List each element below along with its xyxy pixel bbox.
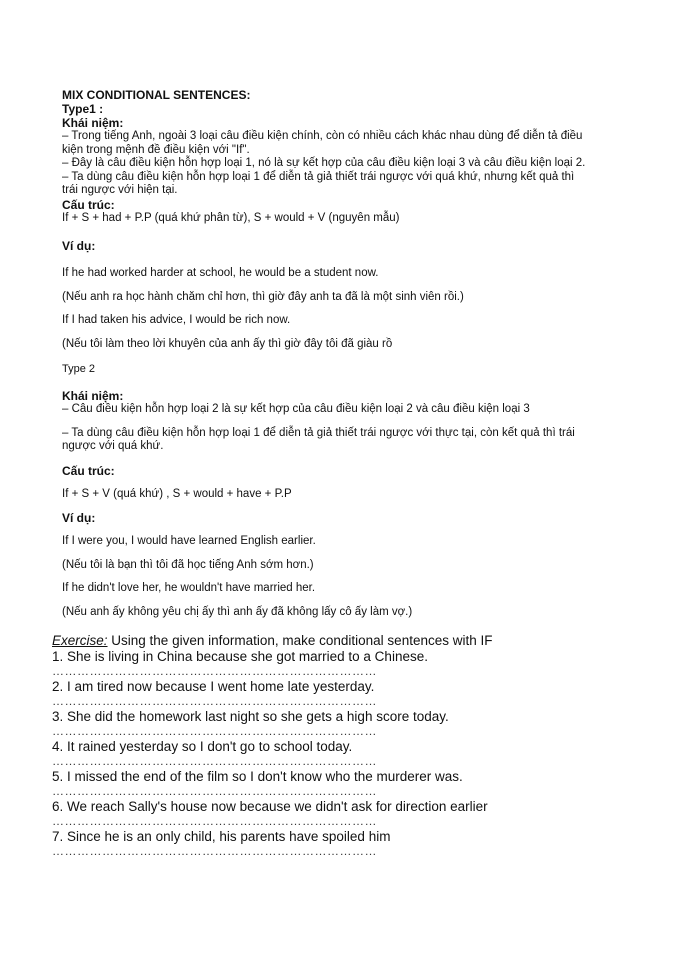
type2-heading: Type 2 <box>62 363 96 375</box>
answer-line[interactable]: …………………………………………………………………… <box>52 755 377 768</box>
answer-line[interactable]: …………………………………………………………………… <box>52 695 377 708</box>
question-item: 2. I am tired now because I went home late yesterday. <box>52 679 375 694</box>
type2-example: If he didn't love her, he wouldn't have married her. <box>62 582 316 594</box>
type2-concept-line: – Ta dùng câu điều kiện hỗn hợp loại 1 để diễn tả giả thiết trái ngược với thực tại, còn kết quả thì trái <box>62 426 575 439</box>
type2-concept-line: ngược với quá khứ. <box>62 440 164 452</box>
question-item: 6. We reach Sally's house now because we didn't ask for direction earlier <box>52 799 488 814</box>
question-item: 7. Since he is an only child, his parents have spoiled him <box>52 829 391 844</box>
type1-structure: If + S + had + P.P (quá khứ phân từ), S + would + V (nguyên mẫu) <box>62 211 400 224</box>
type2-example: (Nếu tôi là bạn thì tôi đã học tiếng Anh sớm hơn.) <box>62 558 314 571</box>
type1-concept-line: – Ta dùng câu điều kiện hỗn hợp loại 1 để diễn tả giả thiết trái ngược với quá khứ, nhưng kết quả thì <box>62 170 575 183</box>
type1-concept-line: trái ngược với hiện tại. <box>62 184 178 196</box>
type1-concept-line: – Đây là câu điều kiện hỗn hợp loại 1, nó là sự kết hợp của câu điều kiện loại 3 và câu điều kiện loại 2. <box>62 157 586 169</box>
exercise-instruction: Using the given information, make conditional sentences with IF <box>107 633 493 648</box>
exercise-section <box>52 633 662 859</box>
type1-concept-line: kiện trong mệnh đề điều kiện với "If". <box>62 143 250 156</box>
question-item: 1. She is living in China because she got married to a Chinese. <box>52 649 428 664</box>
answer-line[interactable]: …………………………………………………………………… <box>52 815 377 828</box>
type2-structure-label: Cấu trúc: <box>62 463 115 478</box>
type2-example: (Nếu anh ấy không yêu chị ấy thì anh ấy đã không lấy cô ấy làm vợ.) <box>62 605 413 618</box>
answer-line[interactable]: …………………………………………………………………… <box>52 725 377 738</box>
type2-concept-label: Khái niệm: <box>62 389 124 403</box>
answer-line[interactable]: …………………………………………………………………… <box>52 785 377 798</box>
type2-example: If I were you, I would have learned English earlier. <box>62 535 316 547</box>
answer-line[interactable]: …………………………………………………………………… <box>52 845 377 858</box>
type1-concept-label: Khái niệm: <box>62 116 124 130</box>
type1-concept-line: – Trong tiếng Anh, ngoài 3 loại câu điều kiện chính, còn có nhiều cách khác nhau dùng để diễn tả điều <box>62 130 583 142</box>
type2-concept-line: – Câu điều kiện hỗn hợp loại 2 là sự kết hợp của câu điều kiện loại 2 và câu điều kiện loại 3 <box>62 403 530 415</box>
type1-example-label: Ví dụ: <box>62 239 96 253</box>
exercise-header <box>52 633 662 649</box>
theory-section <box>62 84 662 619</box>
question-item: 4. It rained yesterday so I don't go to school today. <box>52 739 353 754</box>
exercise-label: Exercise: <box>52 633 108 648</box>
type2-example-label: Ví dụ: <box>62 511 96 525</box>
type1-structure-label: Cấu trúc: <box>62 197 115 212</box>
page-title: MIX CONDITIONAL SENTENCES: <box>62 88 251 102</box>
type1-example: (Nếu tôi làm theo lời khuyên của anh ấy thì giờ đây tôi đã giàu rồ <box>62 337 393 350</box>
question-item: 5. I missed the end of the film so I don't know who the murderer was. <box>52 769 463 784</box>
type1-heading: Type1 : <box>62 102 104 116</box>
type1-example: If I had taken his advice, I would be rich now. <box>62 314 291 326</box>
type1-example: (Nếu anh ra học hành chăm chỉ hơn, thì giờ đây anh ta đã là một sinh viên rồi.) <box>62 290 464 303</box>
answer-line[interactable]: …………………………………………………………………… <box>52 665 377 678</box>
question-item: 3. She did the homework last night so she gets a high score today. <box>52 709 449 724</box>
type2-structure: If + S + V (quá khứ) , S + would + have + P.P <box>62 487 292 500</box>
type1-example: If he had worked harder at school, he would be a student now. <box>62 267 379 279</box>
